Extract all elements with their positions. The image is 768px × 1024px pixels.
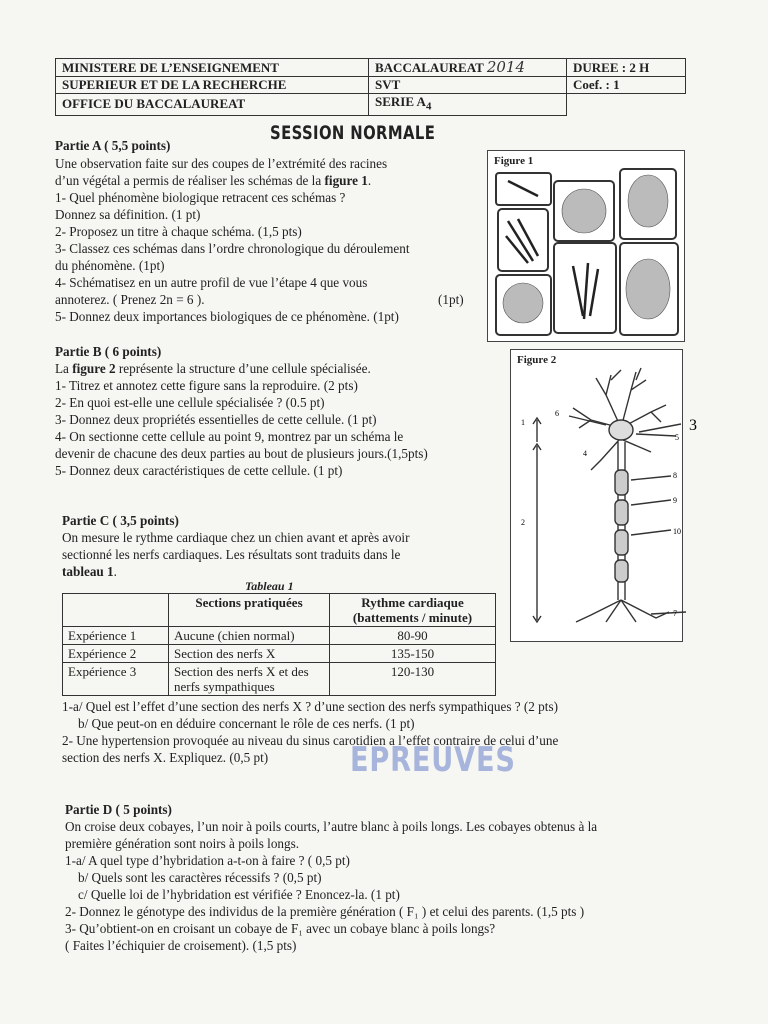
partB-intro-post: représente la structure d’une cellule spécialisée. — [118, 361, 371, 376]
partA-line: 4- Schématisez en un autre profil de vue l’étape 4 que vous — [55, 275, 368, 290]
table-cell: Aucune (chien normal) — [169, 627, 330, 645]
table-header — [63, 594, 169, 627]
table-cell: 135-150 — [330, 645, 496, 663]
partB-line: 1- Titrez et annotez cette figure sans la reproduire. (2 pts) — [55, 378, 358, 393]
table-cell: Expérience 3 — [63, 663, 169, 696]
partD-line: c/ Quelle loi de l’hybridation est vérifiée ? Enoncez-la. (1 pt) — [78, 887, 400, 902]
table-header: Sections pratiquées — [169, 594, 330, 627]
partA-fig-ref: figure 1 — [324, 173, 368, 188]
partA-line: 2- Proposez un titre à chaque schéma. (1,5 pts) — [55, 224, 302, 239]
partA-line: Donnez sa définition. (1 pt) — [55, 207, 201, 222]
neuron-label-1: 1 — [521, 418, 525, 427]
series-label: SERIE A — [375, 94, 426, 109]
exam-year: 2014 — [486, 58, 526, 76]
table-cell: Section des nerfs X — [169, 645, 330, 663]
series-sub: 4 — [425, 100, 432, 113]
header-table — [55, 58, 686, 116]
office-cell: OFFICE DU BACCALAUREAT — [56, 94, 369, 116]
partB-line: 3- Donnez deux propriétés essentielles de cette cellule. (1 pt) — [55, 412, 377, 427]
partC-question: b/ Que peut-on en déduire concernant le rôle de ces nerfs. (1 pt) — [78, 716, 415, 731]
partD-title: Partie D ( 5 points) — [65, 802, 172, 817]
partC-table-ref: tableau 1. — [62, 564, 117, 579]
table-cell: Expérience 1 — [63, 627, 169, 645]
table-row — [63, 627, 496, 645]
ministry-line2: SUPERIEUR ET DE LA RECHERCHE — [56, 77, 369, 94]
partA-line: du phénomène. (1pt) — [55, 258, 165, 273]
table-cell: 80-90 — [330, 627, 496, 645]
neuron-drawing — [511, 350, 697, 641]
duration-cell: DUREE : 2 H — [567, 59, 686, 77]
series-cell — [369, 94, 567, 116]
partD-line: 3- Qu’obtient-on en croisant un cobaye de F₁ avec un cobaye blanc à poils longs? — [65, 921, 496, 936]
table-cell: Expérience 2 — [63, 645, 169, 663]
partA-line-text: d’un végétal a permis de réaliser les schémas de la — [55, 173, 322, 188]
neuron-label-8: 8 — [673, 471, 677, 480]
table-caption: Tableau 1 — [245, 579, 294, 593]
partB-line: 5- Donnez deux caractéristiques de cette cellule. (1 pt) — [55, 463, 343, 478]
table-cell: Section des nerfs X et des nerfs sympathiques — [169, 663, 330, 696]
partC-table-ref-text: tableau 1 — [62, 564, 114, 579]
partD-line: ( Faites l’échiquier de croisement). (1,5 pts) — [65, 938, 297, 953]
partD-line: 2- Donnez le génotype des individus de la première génération ( F₁ ) et celui des parents. (1,5 pts ) — [65, 904, 585, 919]
figure-2-label: Figure 2 — [517, 354, 557, 366]
table-row — [63, 645, 496, 663]
figure-1-label: Figure 1 — [494, 155, 534, 167]
partD-line: On croise deux cobayes, l’un noir à poils courts, l’autre blanc à poils longs. Les cobayes obtenus à la — [65, 819, 598, 834]
empty-cell — [567, 94, 686, 116]
coef-cell: Coef. : 1 — [567, 77, 686, 94]
partB-line: 4- On sectionne cette cellule au point 9, montrez par un schéma le — [55, 429, 404, 444]
partA-line: 3- Classez ces schémas dans l’ordre chronologique du déroulement — [55, 241, 410, 256]
partA-points: (1pt) — [438, 292, 464, 307]
subject-cell: SVT — [369, 77, 567, 94]
partB-title: Partie B ( 6 points) — [55, 344, 162, 359]
partA-line: 5- Donnez deux importances biologiques de ce phénomène. (1pt) — [55, 309, 399, 324]
table-row — [63, 663, 496, 696]
results-table — [62, 593, 496, 696]
exam-name: BACCALAUREAT — [375, 60, 484, 75]
partD-line: b/ Quels sont les caractères récessifs ? (0,5 pt) — [78, 870, 322, 885]
partD-line: 1-a/ A quel type d’hybridation a-t-on à faire ? ( 0,5 pt) — [65, 853, 350, 868]
partC-question: 1-a/ Quel est l’effet d’une section des nerfs X ? d’une section des nerfs sympathiques ? (2 pts) — [62, 699, 558, 714]
neuron-label-2: 2 — [521, 518, 525, 527]
neuron-label-7: 7 — [673, 609, 677, 618]
partC-line: sectionné les nerfs cardiaques. Les résultats sont traduits dans le — [62, 547, 401, 562]
neuron-label-6: 6 — [555, 409, 559, 418]
figure-1 — [487, 150, 685, 342]
partD-line: première génération sont noirs à poils longs. — [65, 836, 300, 851]
partB-fig-ref: figure 2 — [72, 361, 116, 376]
figure-2 — [510, 349, 697, 642]
partA-line: Une observation faite sur des coupes de l’extrémité des racines — [55, 156, 388, 171]
session-title: SESSION NORMALE — [270, 122, 436, 144]
partA-line: 1- Quel phénomène biologique retracent ces schémas ? — [55, 190, 346, 205]
partB-line: devenir de chacune des deux parties au bout de plusieurs jours.(1,5pts) — [55, 446, 428, 461]
neuron-label-5: 5 — [675, 433, 679, 442]
table-cell: 120-130 — [330, 663, 496, 696]
neuron-label-3: 3 — [689, 417, 697, 434]
partC-title: Partie C ( 3,5 points) — [62, 513, 179, 528]
ministry-line1: MINISTERE DE L’ENSEIGNEMENT — [56, 59, 369, 77]
partA-line: annoterez. ( Prenez 2n = 6 ). — [55, 292, 205, 307]
partC-question: section des nerfs X. Expliquez. (0,5 pt) — [62, 750, 269, 765]
partB-line: 2- En quoi est-elle une cellule spécialisée ? (0.5 pt) — [55, 395, 325, 410]
partB-intro-pre: La — [55, 361, 69, 376]
partB-intro — [55, 360, 371, 377]
exam-cell — [369, 59, 567, 77]
partA-title: Partie A ( 5,5 points) — [55, 138, 171, 153]
partC-line: On mesure le rythme cardiaque chez un chien avant et après avoir — [62, 530, 410, 545]
neuron-label-9: 9 — [673, 496, 677, 505]
partC-question: 2- Une hypertension provoquée au niveau du sinus carotidien a l’effet contraire de celui d’une — [62, 733, 559, 748]
stamp-watermark: EPREUVES — [350, 740, 516, 780]
table-header-row — [63, 594, 496, 627]
neuron-label-10: 10 — [673, 527, 681, 536]
table-header: Rythme cardiaque (battements / minute) — [330, 594, 496, 627]
mitosis-cells-drawing — [488, 151, 684, 341]
neuron-label-4: 4 — [583, 449, 587, 458]
partA-line: d’un végétal a permis de réaliser les schémas de la figure 1. — [55, 173, 372, 188]
